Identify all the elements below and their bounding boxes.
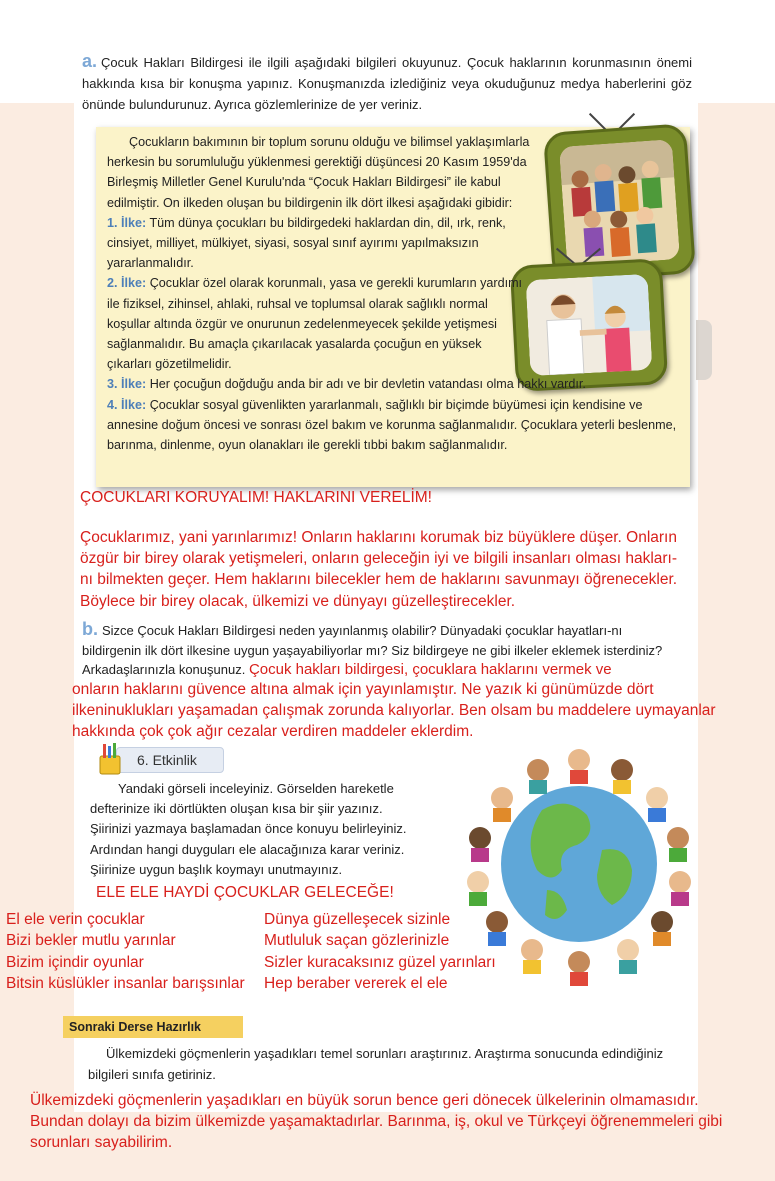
section-b-letter: b.	[82, 619, 98, 639]
section-b-instructions	[82, 620, 682, 680]
principle-3	[107, 374, 685, 394]
prep-answer-line: Bundan dolayı da bizim ülkemizde yaşamaktadırlar. Barınma, iş, okul ve Türkçeyi öğrenemmeleri gibi	[30, 1113, 723, 1130]
poem-left-stanza	[6, 909, 245, 994]
activity-line: Şiirinize uygun başlık koymayı unutmayınız.	[90, 861, 343, 877]
poem-title: ELE ELE HAYDİ ÇOCUKLAR GELECEĞE!	[96, 884, 394, 901]
poem-line: Bizim içindir oyunlar	[6, 953, 144, 971]
section-b-text: Sizce Çocuk Hakları Bildirgesi neden yayınlanmış olabilir? Dünyadaki çocuklar hayatları-nı bildirgenin ilk dört ilkesine uygun yaşayabiliyorlar mı? Siz bildirgeye ne gibi ilkeler eklemek isterdiniz? Arkadaşlarınızla konuşunuz.	[82, 623, 663, 677]
prep-instructions	[88, 1043, 688, 1085]
answer-b-line: hakkında çok çok ağır cezalar verdiren maddeler eklerdim.	[72, 723, 474, 740]
poem-line: Bitsin küslükler insanlar barışsınlar	[6, 974, 245, 992]
prep-answer-line: sorunları sayabilirim.	[30, 1134, 173, 1151]
answer-b-line: onların haklarını güvence altına almak için yayınlamıştır. Ne yazık ki günümüzde dört	[72, 681, 654, 698]
activity-instructions	[90, 779, 440, 880]
poem-line: Sizler kuracaksınız güzel yarınları	[264, 953, 496, 971]
section-a-letter: a.	[82, 51, 98, 71]
principle-heading: 2. İlke:	[107, 276, 147, 291]
activity-badge-label: 6. Etkinlik	[116, 747, 224, 773]
activity-line: Şiirinizi yazmaya başlamadan önce konuyu belirleyiniz.	[90, 821, 407, 837]
poem-line: Hep beraber vererek el ele	[264, 974, 448, 992]
prep-answer-line: Ülkemizdeki göçmenlerin yaşadıkları en büyük sorun bence geri dönecek ülkelerinin olmamasıdır.	[30, 1092, 699, 1109]
principle-text: Tüm dünya çocukları bu bildirgedeki haklardan din, dil, ırk, renk, cinsiyet, milliyet, mülkiyet, siyasi, sosyal sınıf ayırımı yapılmaksızın yararlanmalıdır.	[107, 215, 506, 271]
poem-line: Mutluluk saçan gözlerinizle	[264, 932, 450, 950]
answer-b-inline: Çocuk hakları bildirgesi, çocuklara haklarını vermek ve	[248, 661, 612, 678]
prep-text: Ülkemizdeki göçmenlerin yaşadıkları temel sorunları araştırınız. Araştırma sonucunda edindiğiniz bilgileri sınıfa getiriniz.	[88, 1046, 664, 1082]
answer-a-line: nı bilmekten geçer. Hem haklarını bilecekler hem de haklarını savunmayı öğrenecekler.	[80, 571, 678, 588]
info-intro: Çocukların bakımının bir toplum sorunu olduğu ve bilimsel yaklaşımlarla herkesin bu sorumluluğu yüklenmesi gerektiği düşüncesi 20 Kasım 1959'da Birleşmiş Milletler Genel Kurulu'nda “Çocuk Hakları Bildirgesi” ile kabul edilmiştir. On ilkeden oluşan bu bildirgenin ilk dört ilkesi aşağıdaki gibidir:	[107, 135, 530, 210]
activity-badge	[96, 742, 224, 776]
pencil-cup-icon	[96, 742, 126, 776]
principle-heading: 1. İlke:	[107, 215, 147, 230]
poem-right-stanza	[264, 909, 496, 994]
activity-line: Yandaki görseli inceleyiniz. Görselden hareketle	[118, 781, 394, 796]
section-a-instructions	[82, 51, 692, 115]
answer-a-line: özgür bir birey olarak yetişmeleri, onların geleceğin iyi ve bilgili insanları olması hakları-	[80, 550, 678, 567]
info-box-text	[107, 132, 685, 455]
answer-a-line: Çocuklarımız, yani yarınlarımız! Onların haklarını korumak biz büyüklere düşer. Onların	[80, 529, 677, 546]
prep-label: Sonraki Derse Hazırlık	[63, 1016, 243, 1038]
poem-line: El ele verin çocuklar	[6, 911, 145, 928]
answer-a-title: ÇOCUKLARI KORUYALIM! HAKLARINI VERELİM!	[80, 489, 432, 506]
principle-heading: 4. İlke:	[107, 397, 147, 412]
section-a-text: Çocuk Hakları Bildirgesi ile ilgili aşağıdaki bilgileri okuyunuz. Çocuk haklarının korunmasının önemi hakkında kısa bir konuşma yapınız. Konuşmanızda izlediğiniz veya okuduğunuz medya haberlerini göz önünde bulundurunuz. Ayrıca gözlemlerinize de yer veriniz.	[82, 55, 692, 112]
principle-text: Çocuklar özel olarak korunmalı, yasa ve gerekli kurumların yardımı ile fiziksel, zihinsel, ahlaki, ruhsal ve toplumsal olarak sağlıklı normal koşullar altında özgür ve onurunun zedelenmeyecek şekilde yetişmesi sağlanmalıdır. Bu amaçla çıkarılacak yasalarda çocuğun en yüksek çıkarları gözetilmelidir.	[107, 276, 523, 372]
principle-1	[107, 213, 527, 274]
principle-2	[107, 273, 527, 374]
answer-a-line: Böylece bir birey olacak, ülkemizi ve dünyayı güzelleştirecekler.	[80, 593, 516, 610]
answer-b-line: ilkeninuklukları yaşamadan çalışmak zorunda kalıyorlar. Ben olsam bu maddelere uymayanlar	[72, 702, 716, 719]
principle-heading: 3. İlke:	[107, 377, 147, 392]
activity-line: defterinize iki dörtlükten oluşan kısa bir şiir yazınız.	[90, 801, 383, 817]
principle-text: Her çocuğun doğduğu anda bir adı ve bir devletin vatandası olma hakkı vardır.	[149, 377, 586, 392]
activity-line: Ardından hangi duyguları ele alacağınıza karar veriniz.	[90, 841, 405, 857]
page-edge-decoration	[696, 320, 712, 380]
principle-text: Çocuklar sosyal güvenlikten yararlanmalı, sağlıklı bir biçimde büyümesi için kendisine ve annesine doğum öncesi ve sonrası özel bakım ve korunma sağlanmalıdır. Çocuklara yeterli beslenme, barınma, dinlenme, oyun olanakları ile gerekli tıbbi bakım sağlanmalıdır.	[107, 397, 677, 453]
poem-line: Bizi bekler mutlu yarınlar	[6, 932, 176, 950]
poem-line: Dünya güzelleşecek sizinle	[264, 911, 451, 928]
principle-4	[107, 395, 685, 456]
